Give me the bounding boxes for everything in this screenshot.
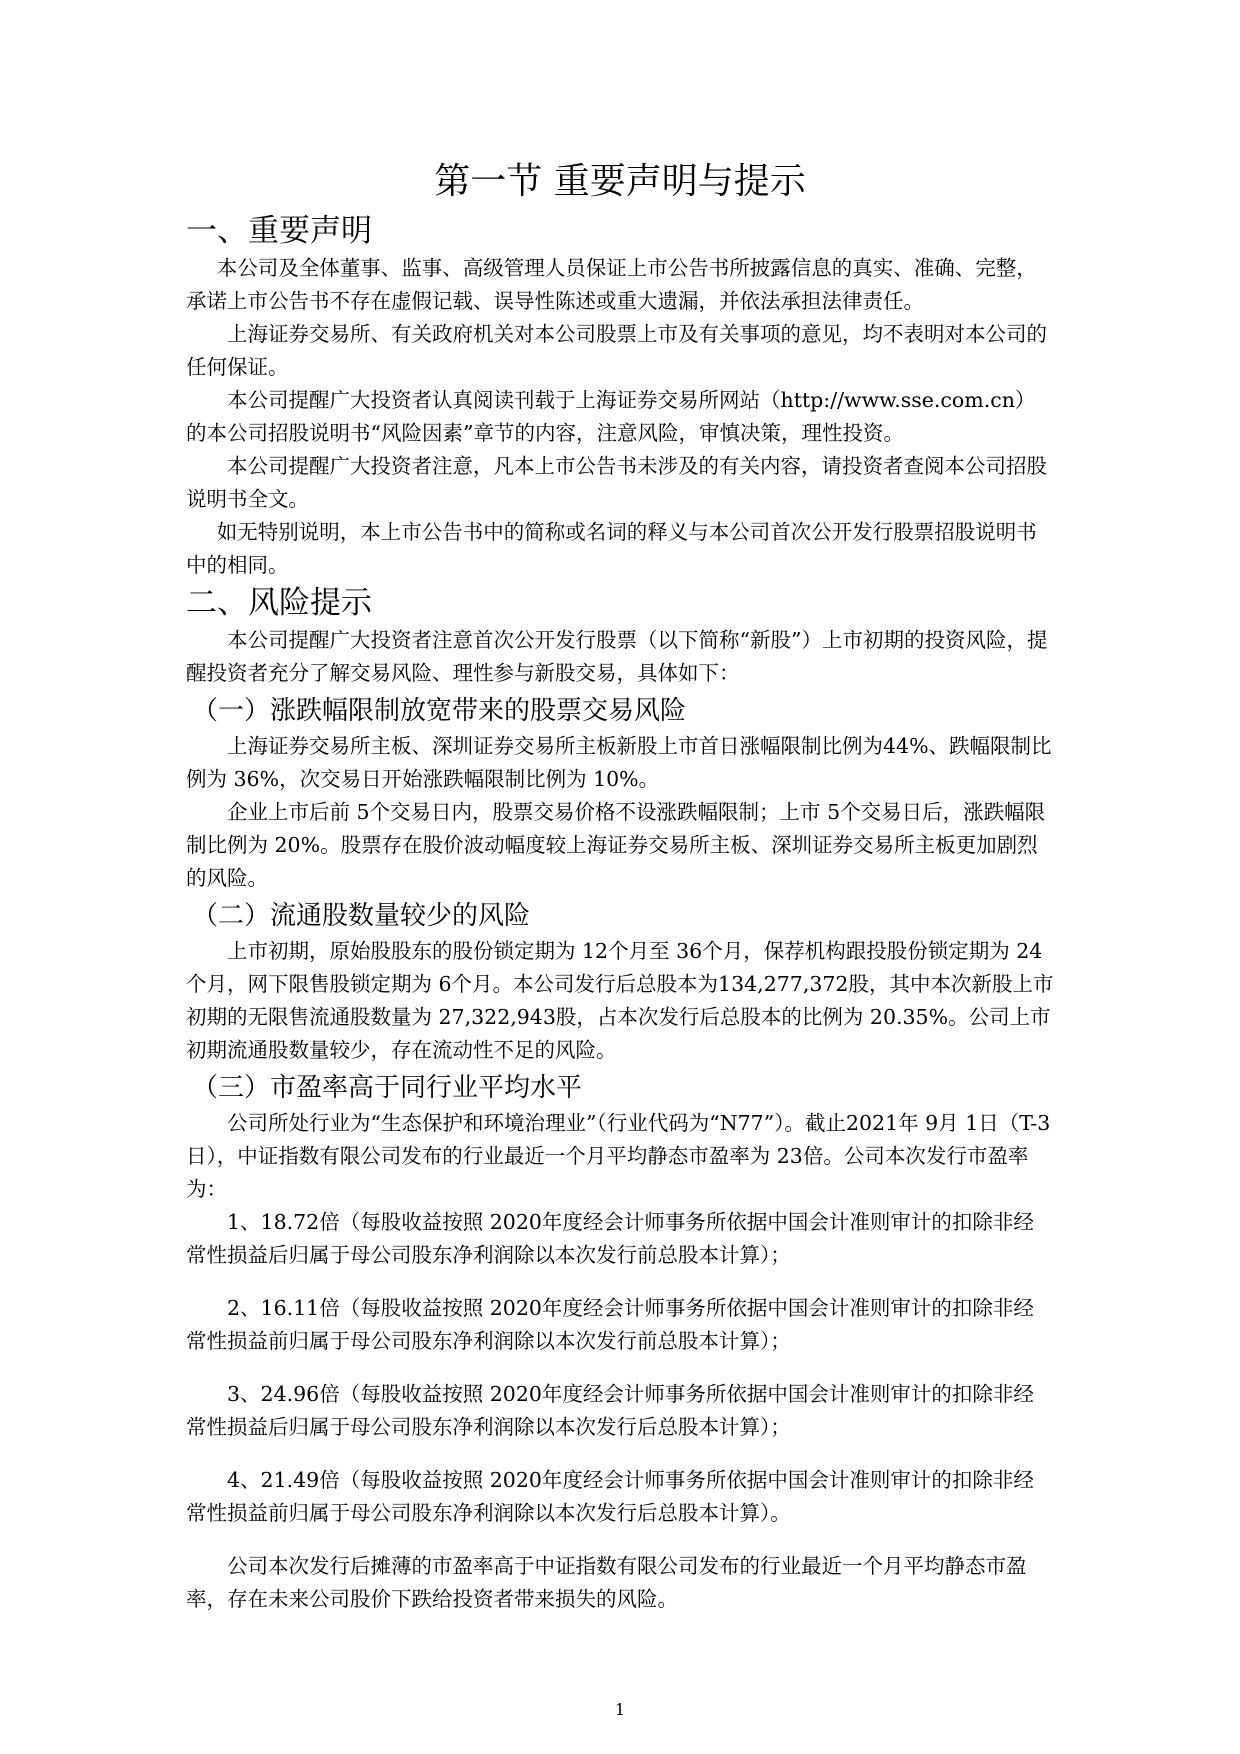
pe-ratio-item: 3、24.96倍（每股收益按照 2020年度经会计师事务所依据中国会计准则审计的扣除非经常性损益后归属于母公司股东净利润除以本次发行后总股本计算）； xyxy=(186,1382,1034,1439)
pe-ratio-item: 2、16.11倍（每股收益按照 2020年度经会计师事务所依据中国会计准则审计的扣除非经常性损益前归属于母公司股东净利润除以本次发行前总股本计算）； xyxy=(186,1296,1034,1353)
paragraph: 本公司及全体董事、监事、高级管理人员保证上市公告书所披露信息的真实、准确、完整，承诺上市公告书不存在虚假记载、误导性陈述或重大遗漏，并依法承担法律责任。 xyxy=(186,256,1037,313)
paragraph: 本公司提醒广大投资者注意，凡本上市公告书未涉及的有关内容，请投资者查阅本公司招股说明书全文。 xyxy=(186,454,1047,511)
paragraph: 公司本次发行后摊薄的市盈率高于中证指数有限公司发布的行业最近一个月平均静态市盈率，存在未来公司股价下跌给投资者带来损失的风险。 xyxy=(186,1554,1027,1611)
page-number: 1 xyxy=(614,1700,626,1719)
page-content xyxy=(186,158,1054,1616)
paragraph: 上海证券交易所主板、深圳证券交易所主板新股上市首日涨幅限制比例为44%、跌幅限制比例为 36%，次交易日开始涨跌幅限制比例为 10%。 xyxy=(186,734,1052,791)
paragraph: 企业上市后前 5个交易日内，股票交易价格不设涨跌幅限制；上市 5个交易日后，涨跌幅限制比例为 20%。股票存在股价波动幅度较上海证券交易所主板、深圳证券交易所主板更加剧烈的风险。 xyxy=(186,800,1046,890)
section-heading-important-statement: 一、重要声明 xyxy=(186,213,372,249)
paragraph: 如无特别说明，本上市公告书中的简称或名词的释义与本公司首次公开发行股票招股说明书中的相同。 xyxy=(186,520,1037,577)
pe-ratio-item: 4、21.49倍（每股收益按照 2020年度经会计师事务所依据中国会计准则审计的扣除非经常性损益前归属于母公司股东净利润除以本次发行后总股本计算）。 xyxy=(186,1468,1034,1525)
subsection-heading-price-limit-risk: （一）涨跌幅限制放宽带来的股票交易风险 xyxy=(192,696,687,726)
paragraph: 上市初期，原始股股东的股份锁定期为 12个月至 36个月，保荐机构跟投股份锁定期为 24个月，网下限售股锁定期为 6个月。本公司发行后总股本为134,277,372股，其中本次新股上市初期的无限售流通股数量为 27,322,943股，占本次发行后总股本的比例为 20.35%。公司上市初期流通股数量较少，存在流动性不足的风险。 xyxy=(186,939,1054,1062)
pe-ratio-item: 1、18.72倍（每股收益按照 2020年度经会计师事务所依据中国会计准则审计的扣除非经常性损益后归属于母公司股东净利润除以本次发行前总股本计算）； xyxy=(186,1210,1034,1267)
section-heading-risk-warning: 二、风险提示 xyxy=(186,585,372,621)
paragraph: 本公司提醒广大投资者认真阅读刊载于上海证券交易所网站（http://www.sse.com.cn）的本公司招股说明书“风险因素”章节的内容，注意风险，审慎决策，理性投资。 xyxy=(186,388,1036,445)
subsection-heading-float-shares-risk: （二）流通股数量较少的风险 xyxy=(192,901,531,931)
subsection-heading-pe-ratio: （三）市盈率高于同行业平均水平 xyxy=(192,1073,583,1103)
paragraph: 本公司提醒广大投资者注意首次公开发行股票（以下简称“新股”）上市初期的投资风险，提醒投资者充分了解交易风险、理性参与新股交易，具体如下： xyxy=(186,628,1048,685)
page-title: 第一节 重要声明与提示 xyxy=(434,161,806,202)
paragraph: 上海证券交易所、有关政府机关对本公司股票上市及有关事项的意见，均不表明对本公司的任何保证。 xyxy=(186,322,1047,379)
paragraph: 公司所处行业为“生态保护和环境治理业”（行业代码为“N77”）。截止2021年 9月 1日（T-3日），中证指数有限公司发布的行业最近一个月平均静态市盈率为 23倍。公司本次发行市盈率为： xyxy=(186,1111,1051,1201)
